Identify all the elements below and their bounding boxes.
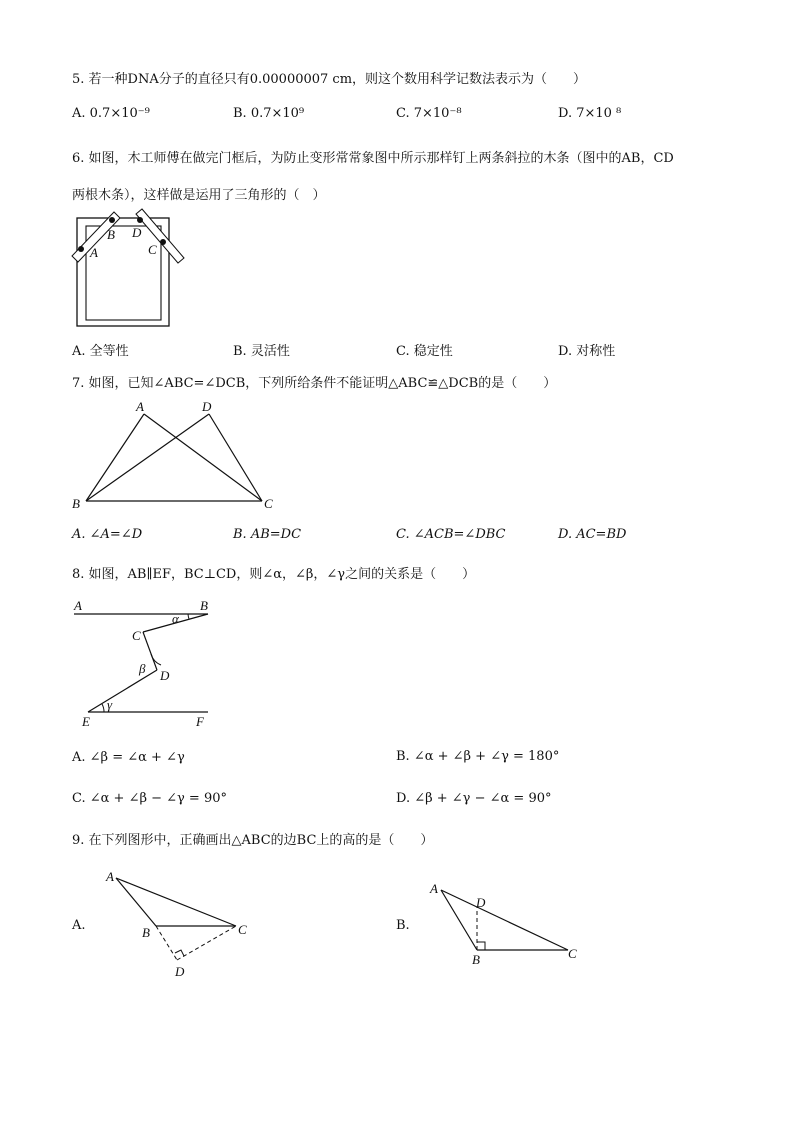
question-5-stem: 5. 若一种DNA分子的直径只有0.00000007 cm，则这个数用科学记数法表示为（ ） [72, 72, 587, 87]
question-9-figure-a [100, 866, 260, 984]
question-7-stem: 7. 如图，已知∠ABC=∠DCB，下列所给条件不能证明△ABC≌△DCB的是（ ） [72, 376, 557, 391]
label-b: B [72, 496, 80, 511]
segment-dc [209, 414, 262, 501]
question-6-option-a[interactable]: A. 全等性 [72, 344, 129, 359]
question-6-option-b[interactable]: B. 灵活性 [233, 344, 290, 359]
label-e: E [82, 714, 90, 729]
question-7-option-d[interactable]: D. AC=BD [558, 527, 627, 542]
question-8-option-d[interactable]: D. ∠β + ∠γ − ∠α = 90° [396, 791, 552, 806]
label-c: C [132, 628, 141, 643]
angle-gamma-arc [102, 704, 104, 712]
label-c: C [264, 496, 273, 511]
label-a: A [136, 399, 144, 414]
label-a: A [430, 881, 438, 896]
label-d: D [132, 225, 142, 240]
question-8-option-a[interactable]: A. ∠β = ∠α + ∠γ [72, 750, 185, 765]
label-b: B [472, 952, 480, 967]
label-a: A [90, 245, 98, 260]
question-9-option-a[interactable]: A. [72, 918, 86, 933]
segment-ac [441, 890, 568, 950]
label-d: D [160, 668, 170, 683]
segment-ac [116, 878, 236, 926]
question-7-option-c[interactable]: C. ∠ACB=∠DBC [396, 527, 506, 542]
right-angle-mark [477, 942, 485, 950]
question-8-stem: 8. 如图，AB∥EF，BC⊥CD，则∠α，∠β，∠γ之间的关系是（ ） [72, 567, 476, 582]
nail-b [109, 217, 115, 223]
label-f: F [196, 714, 204, 729]
label-d: D [476, 895, 486, 910]
question-5-option-b[interactable]: B. 0.7×10⁹ [233, 106, 305, 121]
right-angle-mark [175, 950, 184, 956]
label-d: D [202, 399, 212, 414]
question-7-option-a[interactable]: A. ∠A=∠D [72, 527, 143, 542]
question-9-figure-b [424, 876, 584, 968]
label-gamma: γ [107, 697, 113, 712]
label-alpha: α [172, 611, 179, 626]
question-7-option-b[interactable]: B. AB=DC [233, 527, 302, 542]
question-6-option-c[interactable]: C. 稳定性 [396, 344, 453, 359]
dashed-dc [177, 926, 236, 960]
label-b: B [142, 925, 150, 940]
wood-strip-cd [136, 209, 184, 263]
nail-a [78, 246, 84, 252]
angle-alpha-arc [188, 614, 189, 619]
question-9-option-b[interactable]: B. [396, 918, 410, 933]
label-beta: β [139, 661, 146, 676]
label-c: C [148, 242, 157, 257]
label-a: A [74, 598, 82, 613]
nail-c [160, 239, 166, 245]
question-5-option-a[interactable]: A. 0.7×10⁻⁹ [72, 106, 150, 121]
question-7-triangle-figure [66, 396, 286, 516]
nail-d [137, 217, 143, 223]
question-8-parallel-lines-figure [66, 590, 226, 735]
question-6-door-frame-figure [66, 204, 196, 334]
label-c: C [568, 946, 577, 961]
question-8-option-c[interactable]: C. ∠α + ∠β − ∠γ = 90° [72, 791, 228, 806]
question-6-stem-line2: 两根木条），这样做是运用了三角形的（ ） [72, 188, 326, 203]
question-6-stem-line1: 6. 如图，木工师傅在做完门框后，为防止变形常常象图中所示那样钉上两条斜拉的木条（图中的AB，CD [72, 151, 674, 166]
label-b: B [200, 598, 208, 613]
label-d: D [175, 964, 185, 979]
question-5-option-d[interactable]: D. 7×10 ⁸ [558, 106, 622, 121]
dashed-bd [156, 926, 177, 960]
segment-bd [86, 414, 209, 501]
question-6-option-d[interactable]: D. 对称性 [558, 344, 616, 359]
question-9-stem: 9. 在下列图形中，正确画出△ABC的边BC上的高的是（ ） [72, 833, 434, 848]
question-8-option-b[interactable]: B. ∠α + ∠β + ∠γ = 180° [396, 749, 560, 764]
label-c: C [238, 922, 247, 937]
segment-ab [116, 878, 156, 926]
segment-de [88, 670, 157, 712]
label-b: B [107, 227, 115, 242]
segment-ab [86, 414, 144, 501]
label-a: A [106, 869, 114, 884]
segment-ac [144, 414, 262, 501]
question-5-option-c[interactable]: C. 7×10⁻⁸ [396, 106, 462, 121]
